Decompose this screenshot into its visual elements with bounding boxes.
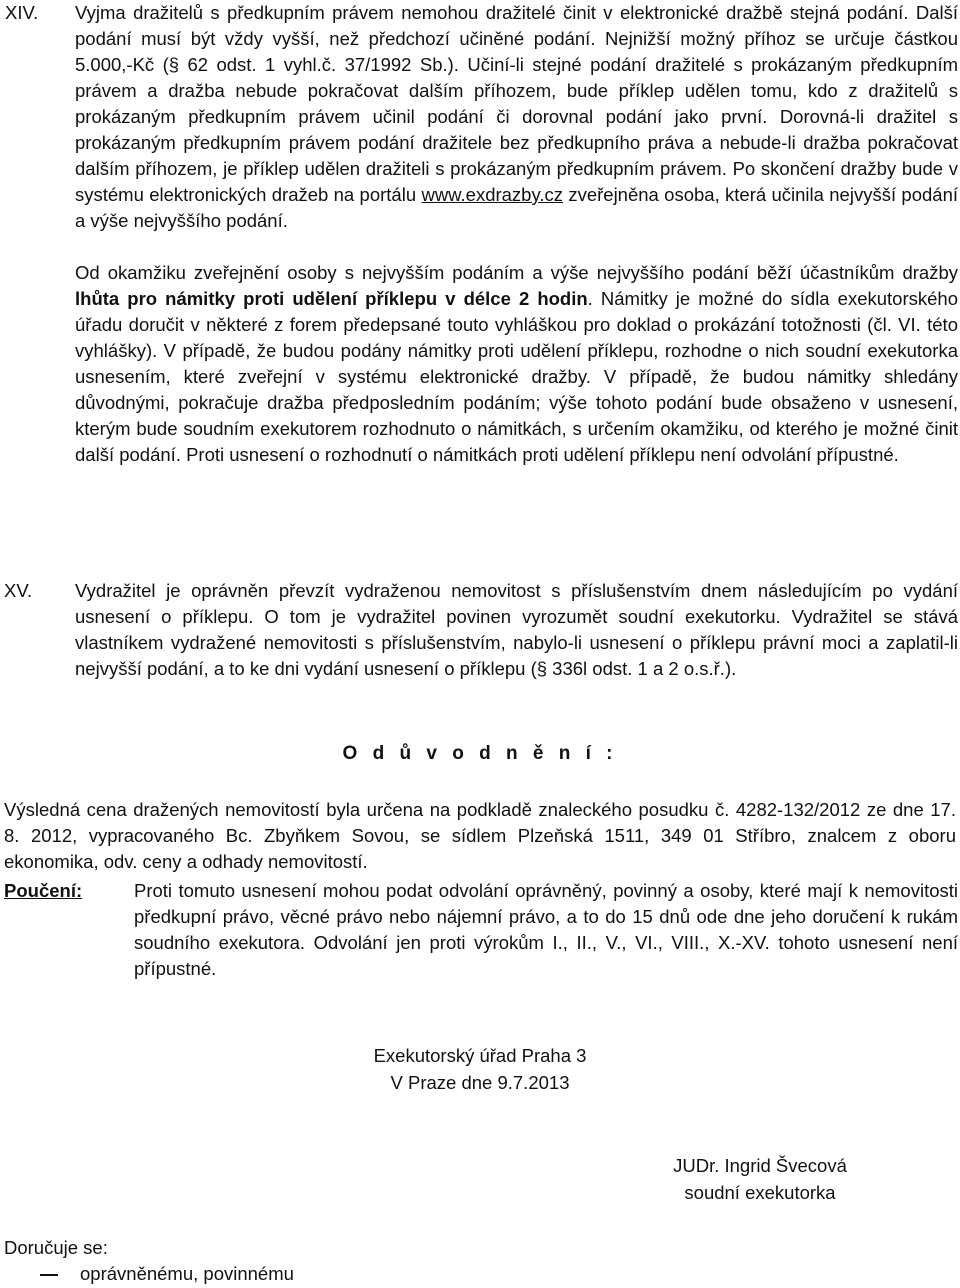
instruction-text: Proti tomuto usnesení mohou podat odvolání oprávněný, povinný a osoby, které mají k nemovitosti předkupní právo, věcné právo nebo nájemní právo, a to do 15 dnů ode dne jeho doručení k rukám soudního exekutora. Odvolání jen proti výrokům I., II., V., VI., VIII., X.-XV. tohoto usnesení není přípustné. xyxy=(134,880,958,979)
signature-name: JUDr. Ingrid Švecová xyxy=(673,1155,847,1176)
delivery-label: Doručuje se: xyxy=(4,1237,108,1258)
instruction-label: Poučení: xyxy=(4,880,83,901)
section-body xyxy=(75,0,958,468)
text-run: Vyjma dražitelů s předkupním právem nemohou dražitelé činit v elektronické dražbě stejná podání. Další podání musí být vždy vyšší, než předchozí učiněné podání. Nejnižší možný příhoz se určuje částkou 5.000,-Kč (§ 62 odst. 1 vyhl.č. 37/1992 Sb.). Učiní-li stejné podání dražitelé s prokázaným předkupním právem a dražba nebude pokračovat dalším příhozem, bude příklep udělen tomu, kdo z dražitelů s prokázaným předkupním právem učinil podání či dorovnal podání jako první. Dorovná-li dražitel s prokázaným předkupním právem podání dražitele bez předkupního práva a nebude-li dražba pokračovat dalším příhozem, je příklep udělen dražiteli s prokázaným předkupním právem. Po skončení dražby bude v systému elektronických dražeb na portálu xyxy=(75,2,958,205)
objection-deadline: lhůta pro námitky proti udělení příklepu v délce 2 hodin xyxy=(75,288,588,309)
portal-link[interactable]: www.exdrazby.cz xyxy=(421,184,563,205)
reasoning-heading: O d ů v o d n ě n í : xyxy=(342,743,618,764)
delivery-item-text: oprávněnému, povinnému xyxy=(80,1263,294,1284)
section-number: XIV. xyxy=(5,2,39,23)
issuer-block xyxy=(0,1042,960,1096)
text-run: . Námitky je možné do sídla exekutorského úřadu doručit v některé z forem předepsané touto vyhláškou pro doklad o prokázání totožnosti (čl. VI. této vyhlášky). V případě, že budou podány námitky proti udělení příklepu, rozhodne o nich soudní exekutorka usnesením, které zveřejní v systému elektronické dražby. V případě, že budou námitky shledány důvodnými, pokračuje dražba předposledním podáním; výše tohoto podání bude obsaženo v usnesení, kterým bude soudním exekutorem rozhodnuto o námitkách, s určením okamžiku, od kterého je možné činit další podání. Proti usnesení o rozhodnutí o námitkách proti udělení příklepu není odvolání přípustné. xyxy=(75,288,958,465)
issuer-place-date: V Praze dne 9.7.2013 xyxy=(390,1072,570,1093)
reasoning-text: Výsledná cena dražených nemovitostí byla určena na podkladě znaleckého posudku č. 4282-132/2012 ze dne 17. 8. 2012, vypracovaného Bc. Zbyňkem Sovou, se sídlem Plzeňská 1511, 349 01 Stříbro, znalcem z oboru ekonomika, odv. ceny a odhady nemovitostí. xyxy=(4,799,956,872)
paragraph-objections xyxy=(75,260,958,468)
dash-bullet xyxy=(40,1274,58,1276)
signature-role: soudní exekutorka xyxy=(684,1182,836,1203)
issuer-office: Exekutorský úřad Praha 3 xyxy=(373,1045,587,1066)
section-number: XV. xyxy=(4,580,33,601)
paragraph-bidding-rules xyxy=(75,0,958,234)
text-run: Od okamžiku zveřejnění osoby s nejvyšším podáním a výše nejvyššího podání běží účastníkům dražby xyxy=(75,262,958,283)
section-body: Vydražitel je oprávněn převzít vydraženou nemovitost s příslušenstvím dnem následujícím po vydání usnesení o příklepu. O tom je vydražitel povinen vyrozumět soudní exekutorku. Vydražitel se stává vlastníkem vydražené nemovitosti s příslušenstvím, nabylo-li usnesení o příklepu právní moci a zaplatil-li nejvyšší podání, a to ke dni vydání usnesení o příklepu (§ 336l odst. 1 a 2 o.s.ř.). xyxy=(75,580,958,679)
signature-block xyxy=(660,1152,860,1206)
delivery-item xyxy=(4,1261,294,1287)
text-run: zveřejněna osoba, která učinila nejvyšší podání a výše nejvyššího podání. xyxy=(75,184,958,231)
